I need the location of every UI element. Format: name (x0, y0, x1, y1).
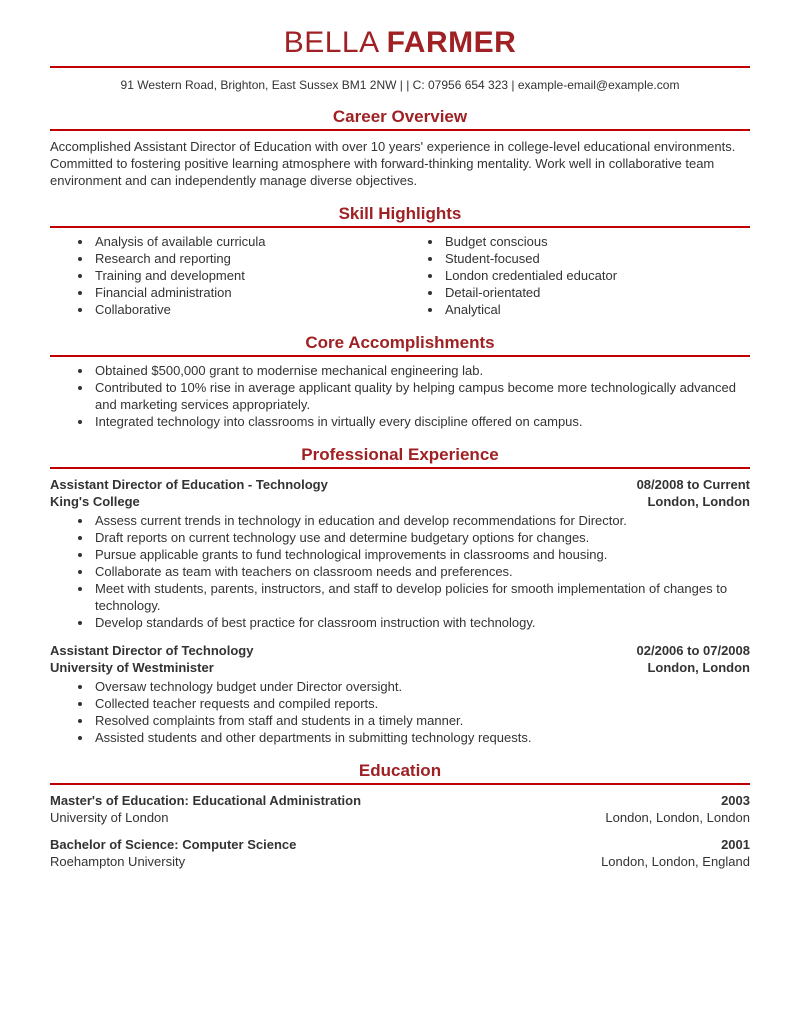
education-degree: Master's of Education: Educational Administration (50, 793, 362, 808)
candidate-last-name: FARMER (386, 26, 517, 59)
skill-item: • London credentialed educator (443, 267, 750, 284)
career-overview-text: Accomplished Assistant Director of Education with over 10 years' experience in college-level educational environments. Committed to fostering positive learning atmosphere with forward-thinking mentality. Work well in collaborative team environment and can independently manage diverse objectives. (50, 139, 736, 188)
education-entry (50, 836, 750, 870)
job-employer-row (50, 659, 750, 676)
skill-item: • Budget conscious (443, 233, 750, 250)
job-duty: • Meet with students, parents, instructors, and staff to develop policies for smooth implementation of changes to technology. (93, 580, 750, 614)
skill-item: • Financial administration (93, 284, 400, 301)
job-duty: • Pursue applicable grants to fund technological improvements in classrooms and housing. (93, 546, 750, 563)
education-degree: Bachelor of Science: Computer Science (50, 837, 297, 852)
job-duty: • Resolved complaints from staff and students in a timely manner. (93, 712, 750, 729)
education-entry (50, 792, 750, 826)
section-career-overview (50, 107, 750, 189)
professional-experience-title: Professional Experience (301, 445, 499, 464)
skill-item: • Analytical (443, 301, 750, 318)
job-title-row (50, 476, 750, 493)
skill-item: • Analysis of available curricula (93, 233, 400, 250)
job-duties-list (50, 678, 750, 746)
skill-item: • Training and development (93, 267, 400, 284)
job-entry (50, 642, 750, 746)
section-divider (50, 129, 750, 131)
section-core-accomplishments (50, 333, 750, 430)
skill-item: • Research and reporting (93, 250, 400, 267)
job-title-row (50, 642, 750, 659)
accomplishment-item: • Obtained $500,000 grant to modernise mechanical engineering lab. (93, 362, 750, 379)
section-divider (50, 355, 750, 357)
section-divider (50, 467, 750, 469)
section-divider (50, 226, 750, 228)
header-divider (50, 66, 750, 68)
education-school-row (50, 853, 750, 870)
career-overview-title: Career Overview (332, 107, 468, 126)
education-degree-row (50, 792, 750, 809)
job-title: Assistant Director of Education - Technology (50, 477, 328, 492)
skill-highlights-title: Skill Highlights (338, 204, 462, 223)
job-employer: King's College (50, 494, 140, 509)
education-year: 2003 (721, 793, 750, 808)
core-accomplishments-title: Core Accomplishments (305, 333, 495, 352)
job-duty: • Assess current trends in technology in education and develop recommendations for Director. (93, 512, 750, 529)
contact-line: 91 Western Road, Brighton, East Sussex BM1 2NW | | C: 07956 654 323 | example-email@example.com (120, 78, 680, 92)
job-employer: University of Westminister (50, 660, 214, 675)
job-employer-row (50, 493, 750, 510)
accomplishment-item: • Integrated technology into classrooms in virtually every discipline offered on campus. (93, 413, 750, 430)
job-title: Assistant Director of Technology (50, 643, 254, 658)
skill-item: • Detail-orientated (443, 284, 750, 301)
skill-item: • Student-focused (443, 250, 750, 267)
job-duty: • Develop standards of best practice for classroom instruction with technology. (93, 614, 750, 631)
education-school: University of London (50, 810, 169, 825)
job-location: London, London (647, 660, 750, 675)
job-duty: • Collaborate as team with teachers on classroom needs and preferences. (93, 563, 750, 580)
job-dates: 02/2006 to 07/2008 (636, 643, 750, 658)
education-location: London, London, London (605, 810, 750, 825)
section-education (50, 761, 750, 870)
education-year: 2001 (721, 837, 750, 852)
job-duty: • Oversaw technology budget under Director oversight. (93, 678, 750, 695)
section-professional-experience (50, 445, 750, 746)
job-duties-list (50, 512, 750, 631)
education-school-row (50, 809, 750, 826)
job-dates: 08/2008 to Current (636, 477, 750, 492)
candidate-first-name: BELLA (283, 26, 380, 59)
section-skill-highlights (50, 204, 750, 318)
section-divider (50, 783, 750, 785)
skills-column-2 (400, 233, 750, 318)
candidate-name (50, 26, 750, 60)
job-duty: • Draft reports on current technology use and determine budgetary options for changes. (93, 529, 750, 546)
education-location: London, London, England (601, 854, 750, 869)
job-duty: • Assisted students and other departments in submitting technology requests. (93, 729, 750, 746)
job-location: London, London (647, 494, 750, 509)
accomplishments-list (50, 362, 750, 430)
job-duty: • Collected teacher requests and compiled reports. (93, 695, 750, 712)
education-degree-row (50, 836, 750, 853)
skills-column-1 (50, 233, 400, 318)
accomplishment-item: • Contributed to 10% rise in average applicant quality by helping campus become more technologically advanced and marketing services appropriately. (93, 379, 750, 413)
education-title: Education (358, 761, 442, 780)
skill-item: • Collaborative (93, 301, 400, 318)
education-school: Roehampton University (50, 854, 186, 869)
job-entry (50, 476, 750, 631)
skills-columns (50, 233, 750, 318)
